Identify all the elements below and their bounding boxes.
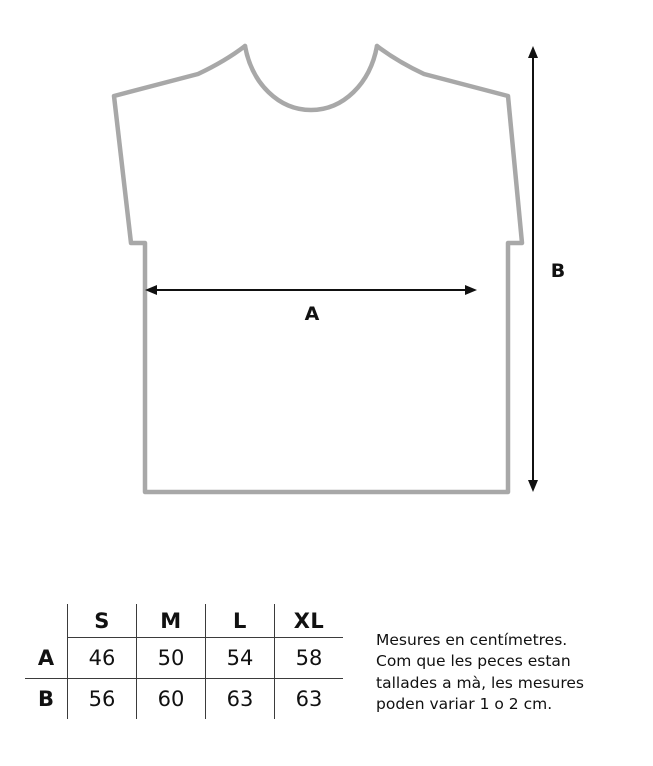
cell-b-l: 63	[206, 679, 275, 720]
size-table	[25, 604, 343, 719]
table-row	[25, 638, 343, 679]
measure-a-arrow	[145, 285, 477, 295]
column-header-s: S	[68, 604, 137, 638]
measure-a-label: A	[304, 303, 320, 325]
neckline	[245, 46, 377, 110]
table-row	[25, 679, 343, 720]
table-header-row	[25, 604, 343, 638]
size-table-container	[25, 604, 355, 719]
cell-b-m: 60	[137, 679, 206, 720]
column-header-l: L	[206, 604, 275, 638]
measure-b-arrow	[528, 46, 538, 492]
row-label-b: B	[37, 687, 54, 711]
note-line-1: Mesures en centímetres.	[376, 631, 568, 649]
tshirt-outline	[114, 46, 522, 492]
column-header-m: M	[137, 604, 206, 638]
measurement-note	[376, 630, 626, 716]
cell-b-xl: 63	[275, 679, 344, 720]
row-label-a: A	[25, 638, 68, 679]
cell-a-s: 46	[68, 638, 137, 679]
cell-a-l: 54	[206, 638, 275, 679]
table-corner-cell	[25, 604, 68, 638]
note-line-4: poden variar 1 o 2 cm.	[376, 695, 553, 714]
measure-b-label: B	[550, 260, 566, 282]
column-header-xl: XL	[275, 604, 344, 638]
cell-a-m: 50	[137, 638, 206, 679]
note-line-2: Com que les peces estan	[376, 652, 571, 671]
cell-b-s: 56	[68, 679, 137, 720]
note-line-3: tallades a mà, les mesures	[376, 673, 584, 692]
cell-a-xl: 58	[275, 638, 344, 679]
